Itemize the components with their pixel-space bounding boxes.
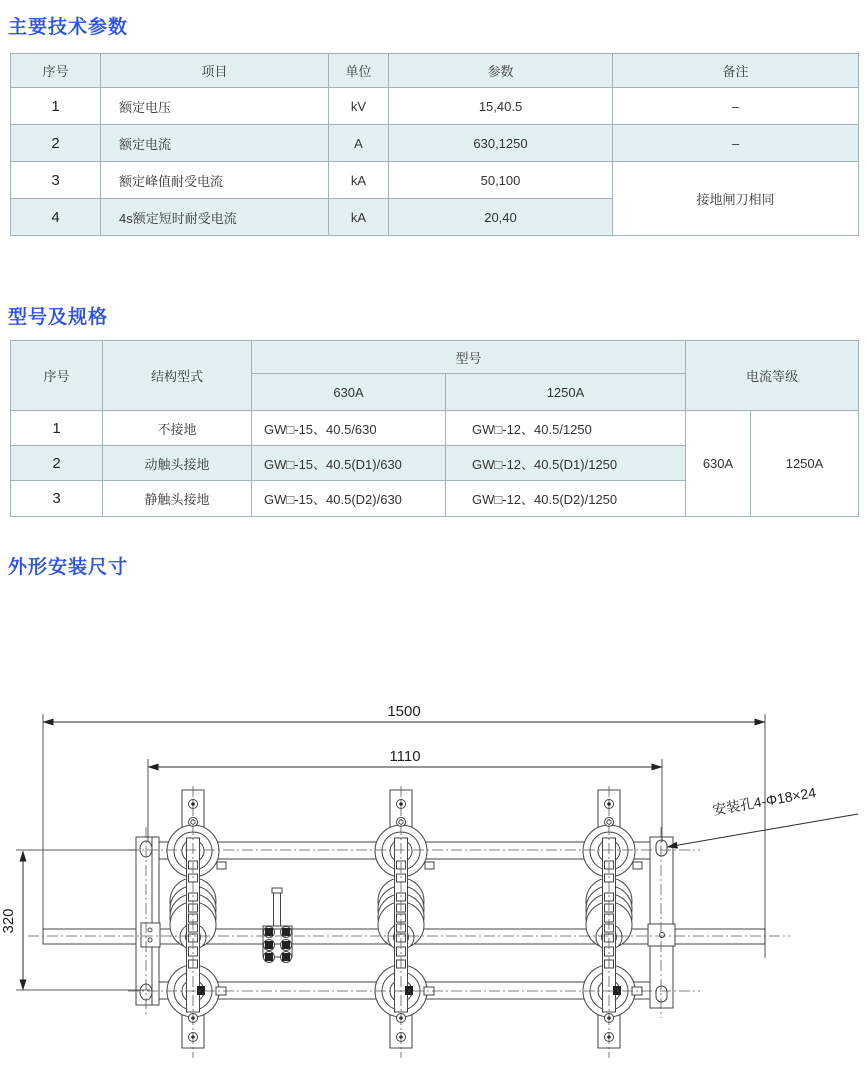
table-cell: 动触头接地 bbox=[103, 446, 252, 481]
dim-label-height: 320 bbox=[0, 908, 17, 934]
table-cell: A bbox=[329, 125, 389, 162]
table-row bbox=[11, 162, 859, 199]
table-cell: 额定峰值耐受电流 bbox=[101, 162, 329, 199]
table-cell: – bbox=[613, 88, 859, 125]
table-cell: – bbox=[613, 125, 859, 162]
table-cell: 2 bbox=[11, 125, 101, 162]
table-cell: kA bbox=[329, 162, 389, 199]
table-cell: kA bbox=[329, 199, 389, 236]
table-cell: 静触头接地 bbox=[103, 481, 252, 517]
column-header: 备注 bbox=[613, 54, 859, 88]
dim-label-overall: 1500 bbox=[387, 703, 421, 720]
section-title-models: 型号及规格 bbox=[8, 307, 109, 328]
column-header: 630A bbox=[252, 374, 446, 411]
column-header: 1250A bbox=[446, 374, 686, 411]
models-table bbox=[10, 340, 859, 517]
table-cell: GW□-15、40.5(D1)/630 bbox=[252, 446, 446, 481]
table-cell: 50,100 bbox=[389, 162, 613, 199]
section-title-parameters: 主要技术参数 bbox=[8, 17, 129, 38]
table-cell: 4s额定短时耐受电流 bbox=[101, 199, 329, 236]
table-cell: GW□-15、40.5/630 bbox=[252, 411, 446, 446]
table-cell: 4 bbox=[11, 199, 101, 236]
table-cell: 2 bbox=[11, 446, 103, 481]
column-header: 参数 bbox=[389, 54, 613, 88]
dim-label-inner: 1110 bbox=[389, 748, 421, 765]
table-cell: 630,1250 bbox=[389, 125, 613, 162]
mounting-hole-note bbox=[667, 784, 858, 847]
table-cell: 额定电压 bbox=[101, 88, 329, 125]
merged-current-cell: 630A bbox=[686, 411, 751, 517]
table-header-row bbox=[11, 341, 859, 374]
merged-current-cell: 1250A bbox=[751, 411, 859, 517]
table-cell: 3 bbox=[11, 481, 103, 517]
dimension-320 bbox=[0, 850, 150, 990]
table-cell: 20,40 bbox=[389, 199, 613, 236]
table-cell: 15,40.5 bbox=[389, 88, 613, 125]
parameters-table bbox=[10, 53, 859, 236]
hole-note-label: 安装孔4-Φ18×24 bbox=[711, 784, 818, 819]
column-header: 序号 bbox=[11, 54, 101, 88]
table-cell: GW□-12、40.5/1250 bbox=[446, 411, 686, 446]
table-header-row bbox=[11, 54, 859, 88]
column-header: 序号 bbox=[11, 341, 103, 411]
table-cell: 3 bbox=[11, 162, 101, 199]
table-cell: 1 bbox=[11, 88, 101, 125]
column-header: 项目 bbox=[101, 54, 329, 88]
table-row bbox=[11, 125, 859, 162]
outline-drawing bbox=[0, 670, 867, 1070]
table-row bbox=[11, 411, 859, 446]
table-cell: kV bbox=[329, 88, 389, 125]
section-title-dimensions: 外形安装尺寸 bbox=[8, 557, 129, 578]
table-cell: GW□-15、40.5(D2)/630 bbox=[252, 481, 446, 517]
table-cell: 额定电流 bbox=[101, 125, 329, 162]
column-header: 电流等级 bbox=[686, 341, 859, 411]
column-header: 型号 bbox=[252, 341, 686, 374]
table-row bbox=[11, 88, 859, 125]
table-cell: 1 bbox=[11, 411, 103, 446]
table-cell: GW□-12、40.5(D1)/1250 bbox=[446, 446, 686, 481]
column-header: 结构型式 bbox=[103, 341, 252, 411]
crank-mechanism bbox=[263, 888, 292, 963]
column-header: 单位 bbox=[329, 54, 389, 88]
table-cell: GW□-12、40.5(D2)/1250 bbox=[446, 481, 686, 517]
merged-remark-cell: 接地闸刀相同 bbox=[613, 162, 859, 236]
table-cell: 不接地 bbox=[103, 411, 252, 446]
